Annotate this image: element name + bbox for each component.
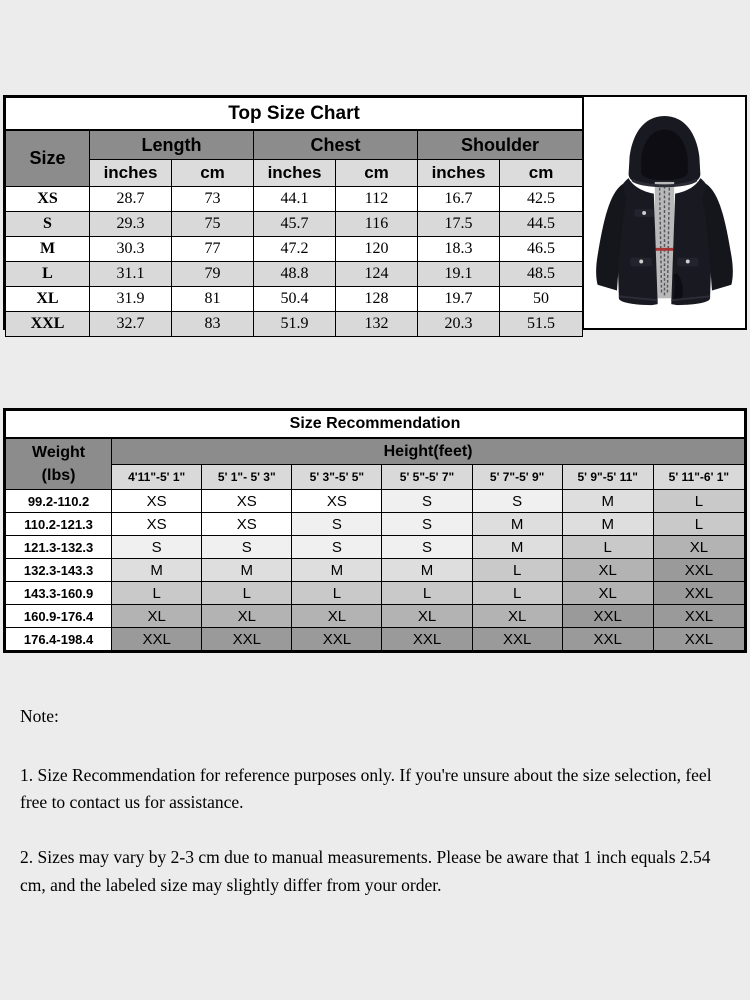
- rec-row: [6, 605, 745, 628]
- measurement-cell: 16.7: [418, 187, 500, 212]
- measurement-cell: 51.9: [254, 312, 336, 337]
- measurement-cell: 30.3: [90, 237, 172, 262]
- recommended-size-cell: L: [472, 582, 562, 605]
- recommended-size-cell: XL: [562, 582, 653, 605]
- rec-row: [6, 628, 745, 651]
- weight-column-header: [6, 438, 112, 490]
- height-range-header: 5' 9"-5' 11": [562, 465, 653, 490]
- recommended-size-cell: L: [653, 513, 744, 536]
- note-section: [20, 703, 734, 927]
- rec-row: [6, 559, 745, 582]
- measurement-cell: 17.5: [418, 212, 500, 237]
- weight-range-cell: 121.3-132.3: [6, 536, 112, 559]
- rec-row: [6, 513, 745, 536]
- measurement-cell: 44.5: [500, 212, 583, 237]
- recommended-size-cell: XXL: [562, 605, 653, 628]
- measurement-cell: 19.1: [418, 262, 500, 287]
- size-label-cell: XL: [6, 287, 90, 312]
- top-chart-row: [6, 187, 583, 212]
- top-chart-row: [6, 287, 583, 312]
- size-recommendation-section: [3, 408, 747, 653]
- rec-row: [6, 490, 745, 513]
- rec-header-row: [6, 438, 745, 465]
- size-label-cell: S: [6, 212, 90, 237]
- measurement-cell: 20.3: [418, 312, 500, 337]
- measurement-cell: 83: [172, 312, 254, 337]
- unit-header: inches: [90, 160, 172, 187]
- measurement-cell: 116: [336, 212, 418, 237]
- recommended-size-cell: XS: [202, 490, 292, 513]
- weight-range-cell: 143.3-160.9: [6, 582, 112, 605]
- measurement-cell: 45.7: [254, 212, 336, 237]
- measurement-cell: 31.9: [90, 287, 172, 312]
- recommended-size-cell: XXL: [653, 628, 744, 651]
- measurement-cell: 29.3: [90, 212, 172, 237]
- measurement-cell: 50: [500, 287, 583, 312]
- rec-title: Size Recommendation: [6, 411, 745, 439]
- height-range-header: 4'11"-5' 1": [112, 465, 202, 490]
- chest-group-header: Chest: [254, 130, 418, 160]
- length-group-header: Length: [90, 130, 254, 160]
- recommended-size-cell: M: [382, 559, 472, 582]
- recommended-size-cell: S: [112, 536, 202, 559]
- recommended-size-cell: S: [292, 536, 382, 559]
- recommended-size-cell: XL: [472, 605, 562, 628]
- note-item-2: 2. Sizes may vary by 2-3 cm due to manual measurements. Please be aware that 1 inch equals 2.54 cm, and the labeled size may slightly differ from your order.: [20, 847, 711, 895]
- measurement-cell: 73: [172, 187, 254, 212]
- measurement-cell: 50.4: [254, 287, 336, 312]
- unit-header: cm: [336, 160, 418, 187]
- recommended-size-cell: M: [472, 513, 562, 536]
- weight-range-cell: 110.2-121.3: [6, 513, 112, 536]
- unit-header: cm: [500, 160, 583, 187]
- recommended-size-cell: XL: [562, 559, 653, 582]
- top-chart-unit-header-row: [6, 160, 583, 187]
- measurement-cell: 44.1: [254, 187, 336, 212]
- recommended-size-cell: XS: [202, 513, 292, 536]
- measurement-cell: 48.5: [500, 262, 583, 287]
- top-chart-row: [6, 212, 583, 237]
- measurement-cell: 75: [172, 212, 254, 237]
- recommended-size-cell: S: [472, 490, 562, 513]
- weight-header-line2: (lbs): [41, 467, 76, 484]
- measurement-cell: 81: [172, 287, 254, 312]
- recommended-size-cell: XS: [292, 490, 382, 513]
- size-label-cell: L: [6, 262, 90, 287]
- recommended-size-cell: M: [292, 559, 382, 582]
- measurement-cell: 51.5: [500, 312, 583, 337]
- measurement-cell: 132: [336, 312, 418, 337]
- measurement-cell: 120: [336, 237, 418, 262]
- recommended-size-cell: XXL: [562, 628, 653, 651]
- rec-row: [6, 582, 745, 605]
- recommended-size-cell: S: [382, 536, 472, 559]
- top-chart-group-header-row: [6, 130, 583, 160]
- size-column-header: Size: [6, 130, 90, 187]
- recommended-size-cell: XXL: [472, 628, 562, 651]
- recommended-size-cell: S: [382, 490, 472, 513]
- recommended-size-cell: S: [382, 513, 472, 536]
- rec-row: [6, 536, 745, 559]
- top-size-chart-table: [5, 97, 583, 337]
- unit-header: inches: [254, 160, 336, 187]
- recommended-size-cell: L: [472, 559, 562, 582]
- measurement-cell: 124: [336, 262, 418, 287]
- recommended-size-cell: XL: [653, 536, 744, 559]
- height-range-header: 5' 3"-5' 5": [292, 465, 382, 490]
- top-chart-row: [6, 237, 583, 262]
- measurement-cell: 42.5: [500, 187, 583, 212]
- recommended-size-cell: XXL: [112, 628, 202, 651]
- recommended-size-cell: XS: [112, 490, 202, 513]
- height-range-header-row: [6, 465, 745, 490]
- top-chart-row: [6, 262, 583, 287]
- height-range-header: 5' 11"-6' 1": [653, 465, 744, 490]
- recommended-size-cell: L: [653, 490, 744, 513]
- size-label-cell: XXL: [6, 312, 90, 337]
- weight-header-line1: Weight: [32, 443, 86, 461]
- recommended-size-cell: XXL: [382, 628, 472, 651]
- recommended-size-cell: M: [112, 559, 202, 582]
- recommended-size-cell: L: [112, 582, 202, 605]
- black-hooded-jacket-image: [584, 97, 745, 327]
- measurement-cell: 77: [172, 237, 254, 262]
- height-range-header: 5' 5"-5' 7": [382, 465, 472, 490]
- measurement-cell: 18.3: [418, 237, 500, 262]
- recommended-size-cell: XXL: [653, 559, 744, 582]
- recommended-size-cell: M: [562, 513, 653, 536]
- recommended-size-cell: XL: [202, 605, 292, 628]
- height-range-header: 5' 7"-5' 9": [472, 465, 562, 490]
- top-chart-body: [6, 187, 583, 337]
- unit-header: inches: [418, 160, 500, 187]
- measurement-cell: 112: [336, 187, 418, 212]
- weight-range-cell: 160.9-176.4: [6, 605, 112, 628]
- recommended-size-cell: XS: [112, 513, 202, 536]
- recommended-size-cell: XL: [382, 605, 472, 628]
- shoulder-group-header: Shoulder: [418, 130, 583, 160]
- recommended-size-cell: XXL: [653, 605, 744, 628]
- weight-range-cell: 132.3-143.3: [6, 559, 112, 582]
- measurement-cell: 28.7: [90, 187, 172, 212]
- recommended-size-cell: XXL: [653, 582, 744, 605]
- measurement-cell: 79: [172, 262, 254, 287]
- recommended-size-cell: XL: [112, 605, 202, 628]
- rec-title-row: [6, 411, 745, 439]
- note-item-1: 1. Size Recommendation for reference purposes only. If you're unsure about the size selection, feel free to contact us for assistance.: [20, 765, 712, 813]
- top-size-chart-section: [3, 95, 747, 330]
- measurement-cell: 128: [336, 287, 418, 312]
- recommended-size-cell: S: [202, 536, 292, 559]
- recommended-size-cell: XL: [292, 605, 382, 628]
- height-group-header: Height(feet): [112, 438, 745, 465]
- top-chart-title-row: [6, 98, 583, 131]
- weight-range-cell: 176.4-198.4: [6, 628, 112, 651]
- recommended-size-cell: L: [292, 582, 382, 605]
- weight-range-cell: 99.2-110.2: [6, 490, 112, 513]
- recommended-size-cell: XXL: [202, 628, 292, 651]
- top-chart-title: Top Size Chart: [6, 98, 583, 131]
- product-image-box: [583, 97, 745, 328]
- height-range-header: 5' 1"- 5' 3": [202, 465, 292, 490]
- note-heading: Note:: [20, 706, 59, 726]
- unit-header: cm: [172, 160, 254, 187]
- size-recommendation-table: [5, 410, 745, 651]
- recommended-size-cell: L: [382, 582, 472, 605]
- measurement-cell: 19.7: [418, 287, 500, 312]
- recommended-size-cell: M: [202, 559, 292, 582]
- rec-table-body: [6, 490, 745, 651]
- recommended-size-cell: S: [292, 513, 382, 536]
- measurement-cell: 31.1: [90, 262, 172, 287]
- top-chart-row: [6, 312, 583, 337]
- recommended-size-cell: M: [472, 536, 562, 559]
- measurement-cell: 46.5: [500, 237, 583, 262]
- measurement-cell: 48.8: [254, 262, 336, 287]
- measurement-cell: 47.2: [254, 237, 336, 262]
- recommended-size-cell: L: [562, 536, 653, 559]
- recommended-size-cell: XXL: [292, 628, 382, 651]
- measurement-cell: 32.7: [90, 312, 172, 337]
- recommended-size-cell: M: [562, 490, 653, 513]
- size-label-cell: XS: [6, 187, 90, 212]
- recommended-size-cell: L: [202, 582, 292, 605]
- size-label-cell: M: [6, 237, 90, 262]
